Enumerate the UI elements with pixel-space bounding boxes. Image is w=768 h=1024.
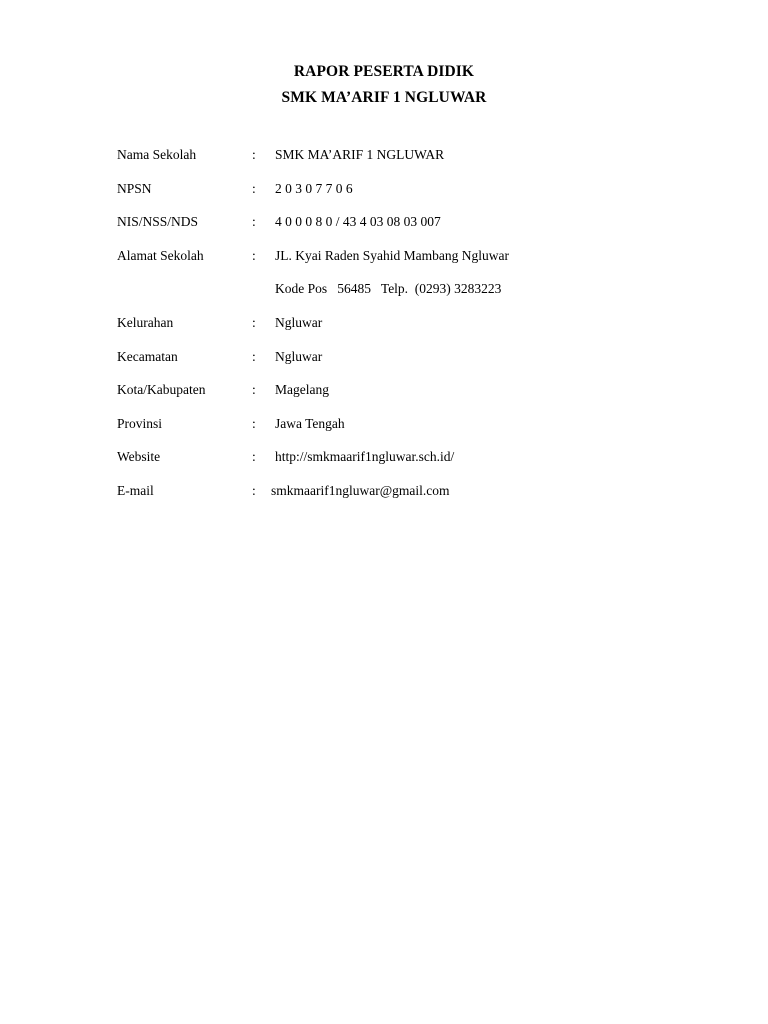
field-row-kecamatan [117, 348, 717, 382]
field-label: Kecamatan [117, 348, 178, 364]
field-value: Jawa Tengah [275, 415, 345, 431]
field-separator: : [252, 314, 256, 330]
school-info-table [117, 146, 717, 516]
field-label: E-mail [117, 482, 154, 498]
field-row-npsn [117, 180, 717, 214]
field-value: JL. Kyai Raden Syahid Mambang Ngluwar [275, 247, 509, 263]
field-label: Kelurahan [117, 314, 174, 330]
field-separator: : [252, 449, 256, 465]
field-row-provinsi [117, 415, 717, 449]
document-title: RAPOR PESERTA DIDIK [293, 63, 475, 80]
field-row-kota-kabupaten [117, 381, 717, 415]
field-row-nama-sekolah [117, 146, 717, 180]
field-label: Alamat Sekolah [117, 247, 204, 263]
field-value: Kode Pos 56485 Telp. (0293) 3283223 [275, 281, 502, 297]
field-row-email [117, 482, 717, 516]
field-label: Kota/Kabupaten [117, 382, 206, 398]
field-value: Ngluwar [275, 314, 323, 330]
field-row-kelurahan [117, 314, 717, 348]
field-row-alamat-continuation [117, 280, 717, 314]
field-value: Ngluwar [275, 348, 323, 364]
field-separator: : [252, 180, 256, 196]
field-separator: : [252, 415, 256, 431]
field-label: Provinsi [117, 415, 163, 431]
field-separator: : [252, 348, 256, 364]
field-separator: : [252, 382, 256, 398]
field-value: SMK MA’ARIF 1 NGLUWAR [275, 147, 445, 162]
field-row-website [117, 448, 717, 482]
field-label: NIS/NSS/NDS [117, 214, 199, 230]
school-name-heading: SMK MA’ARIF 1 NGLUWAR [281, 89, 487, 106]
field-separator: : [252, 214, 256, 230]
field-value: Magelang [275, 382, 329, 398]
field-row-nis-nss-nds [117, 213, 717, 247]
field-value: 4 0 0 0 8 0 / 43 4 03 08 03 007 [275, 214, 441, 230]
field-separator: : [252, 147, 256, 162]
field-row-alamat-sekolah [117, 247, 717, 281]
email-address: smkmaarif1ngluwar@gmail.com [271, 482, 450, 498]
field-label: Nama Sekolah [117, 147, 197, 162]
field-separator: : [252, 247, 256, 263]
field-value: 2 0 3 0 7 7 0 6 [275, 180, 353, 196]
website-link: http://smkmaarif1ngluwar.sch.id/ [275, 449, 455, 465]
field-separator: : [252, 482, 256, 498]
field-label: NPSN [117, 180, 152, 196]
field-label: Website [117, 449, 161, 465]
